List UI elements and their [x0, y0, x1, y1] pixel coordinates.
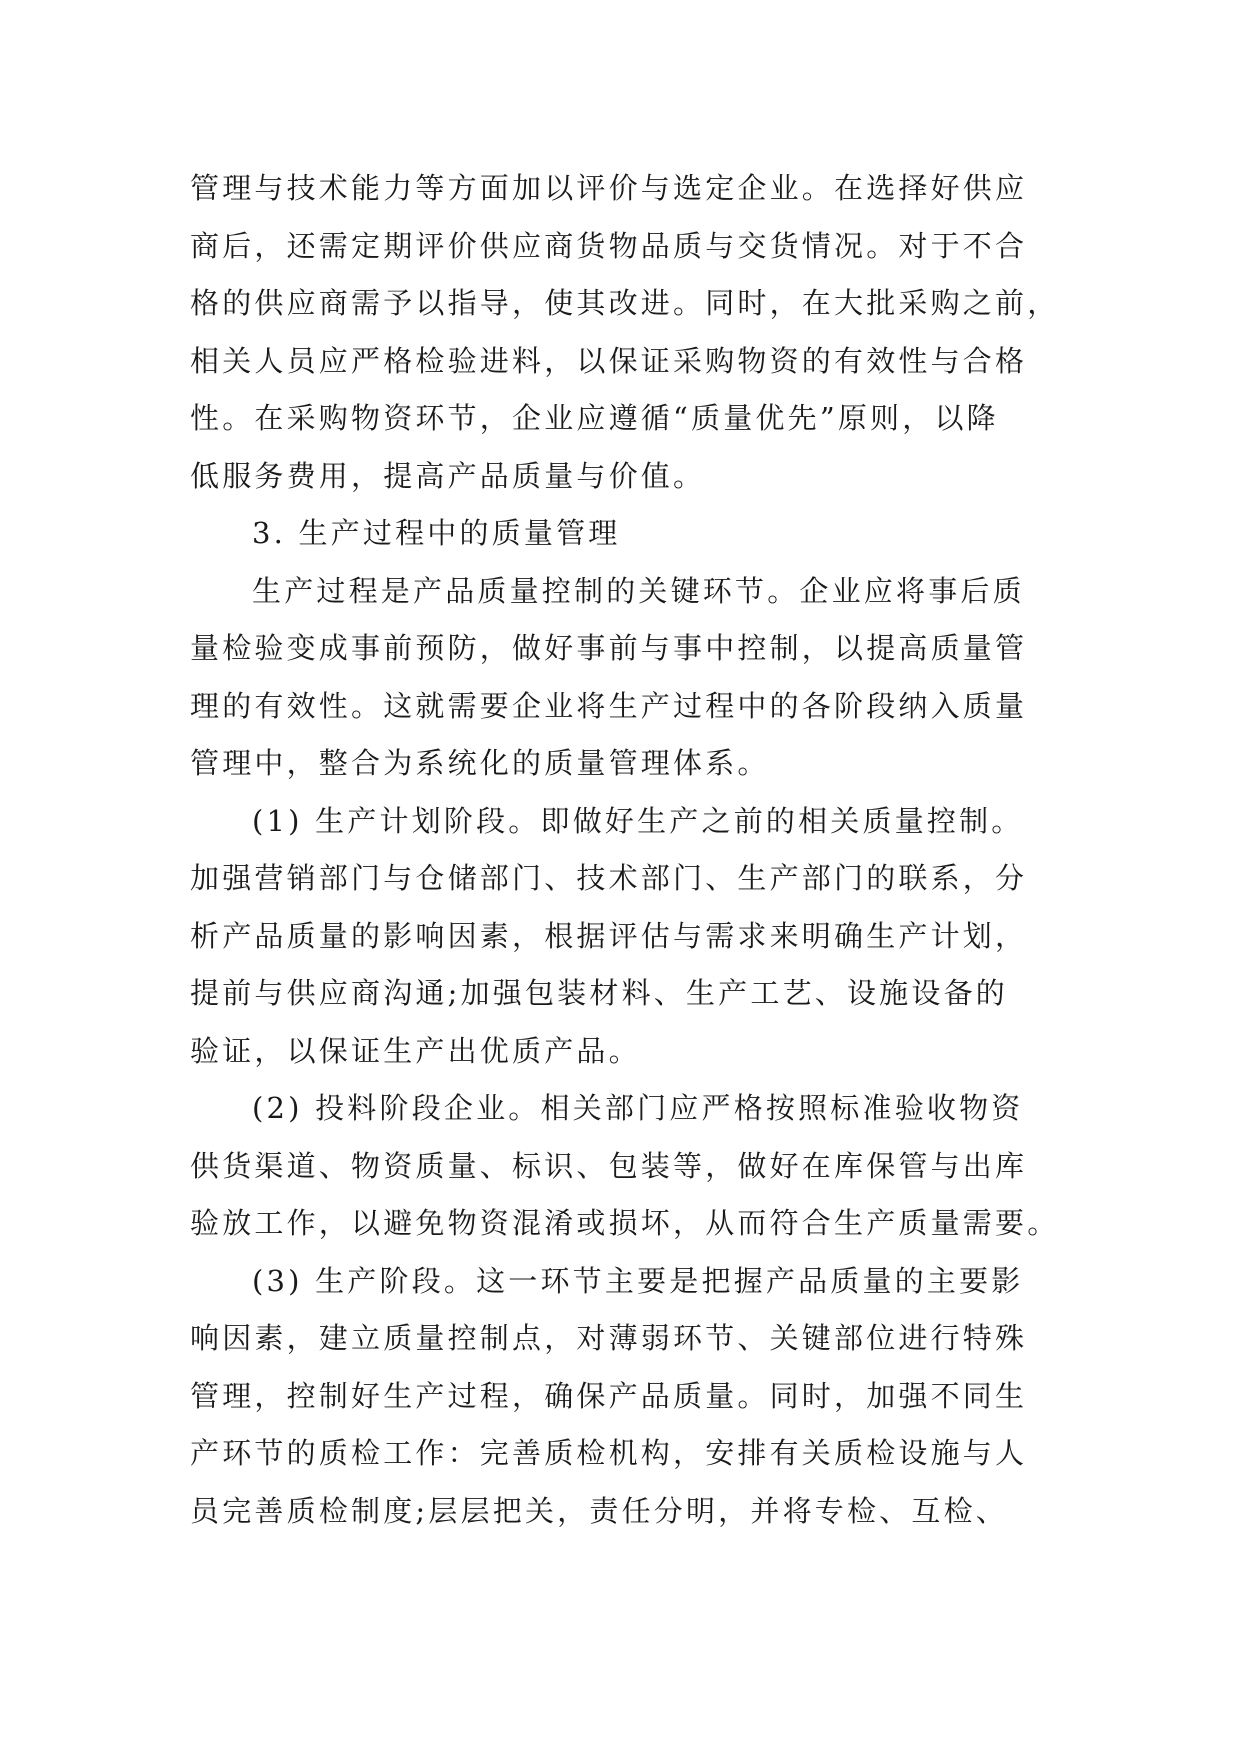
text-line: 供货渠道、物资质量、标识、包装等，做好在库保管与出库	[190, 1148, 1028, 1183]
text-line: 产环节的质检工作：完善质检机构，安排有关质检设施与人	[190, 1436, 1028, 1470]
text-line: (2) 投料阶段企业。相关部门应严格按照标准验收物资	[252, 1091, 1024, 1125]
text-line: 商后，还需定期评价供应商货物品质与交货情况。对于不合	[190, 228, 1028, 263]
text-line: 管理与技术能力等方面加以评价与选定企业。在选择好供应	[190, 171, 1028, 205]
document-body	[190, 160, 1060, 1540]
text-line: 相关人员应严格检验进料，以保证采购物资的有效性与合格	[190, 343, 1028, 378]
text-line: 加强营销部门与仓储部门、技术部门、生产部门的联系，分	[190, 861, 1028, 895]
text-line: 响因素，建立质量控制点，对薄弱环节、关键部位进行特殊	[190, 1321, 1028, 1355]
text-line: 格的供应商需予以指导，使其改进。同时，在大批采购之前，	[190, 286, 1060, 320]
text-line: 生产过程是产品质量控制的关键环节。企业应将事后质	[252, 573, 1025, 608]
text-line: 管理，控制好生产过程，确保产品质量。同时，加强不同生	[190, 1378, 1028, 1413]
text-line: 理的有效性。这就需要企业将生产过程中的各阶段纳入质量	[190, 688, 1028, 723]
text-line: 析产品质量的影响因素，根据评估与需求来明确生产计划，	[190, 918, 1028, 953]
text-line: 验证，以保证生产出优质产品。	[190, 1033, 641, 1068]
text-line: 量检验变成事前预防，做好事前与事中控制，以提高质量管	[190, 631, 1028, 665]
text-line: (1) 生产计划阶段。即做好生产之前的相关质量控制。	[252, 803, 1024, 838]
text-line: 低服务费用，提高产品质量与价值。	[190, 458, 706, 493]
text-line: 管理中，整合为系统化的质量管理体系。	[190, 746, 770, 780]
text-line: (3) 生产阶段。这一环节主要是把握产品质量的主要影	[252, 1263, 1024, 1298]
text-line: 性。在采购物资环节，企业应遵循“质量优先”原则，以降	[190, 401, 999, 435]
text-line: 员完善质检制度;层层把关，责任分明，并将专检、互检、	[190, 1493, 1008, 1528]
text-line: 提前与供应商沟通;加强包装材料、生产工艺、设施设备的	[190, 976, 1008, 1010]
text-line: 3. 生产过程中的质量管理	[252, 516, 621, 550]
text-line: 验放工作，以避免物资混淆或损坏，从而符合生产质量需要。	[190, 1206, 1060, 1240]
